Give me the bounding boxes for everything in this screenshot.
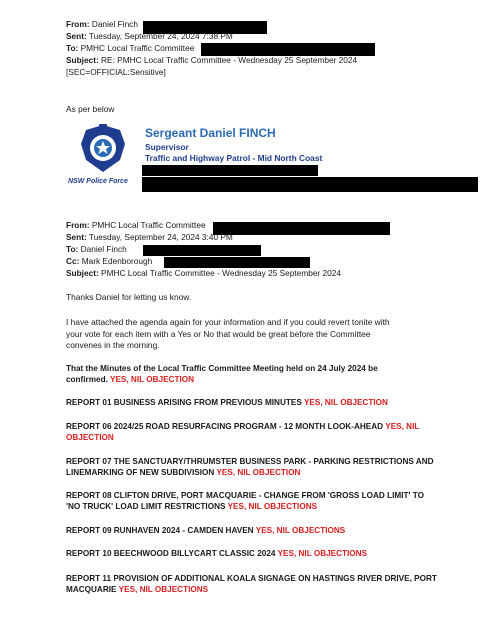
email2-greeting: Thanks Daniel for letting us know.: [66, 292, 192, 302]
agenda-item-minutes: That the Minutes of the Local Traffic Committee Meeting held on 24 July 2024 be confirmed. YES, NIL OBJECTION: [66, 364, 378, 385]
vote-label: OBJECTION: [66, 433, 114, 443]
agenda-item-report-10: REPORT 10 BEECHWOOD BILLYCART CLASSIC 2024 YES, NIL OBJECTIONS: [66, 549, 368, 558]
agenda-item-report-09: REPORT 09 RUNHAVEN 2024 - CAMDEN HAVEN YES, NIL OBJECTIONS: [66, 526, 346, 535]
signature-role: Supervisor: [145, 142, 189, 152]
vote-label: YES, NIL OBJECTIONS: [277, 549, 368, 558]
agenda-item-report-07: REPORT 07 THE SANCTUARY/THRUMSTER BUSINESS PARK - PARKING RESTRICTIONS AND LINEMARKING OF NEW SUBDIVISION YES, NIL OBJECTION: [66, 457, 434, 478]
email1-to: To: PMHC Local Traffic Committee: [66, 43, 195, 53]
email1-sent: Sent: Tuesday, September 24, 2024 7:38 PM: [66, 31, 233, 41]
agenda-item-report-11: REPORT 11 PROVISION OF ADDITIONAL KOALA SIGNAGE ON HASTINGS RIVER DRIVE, PORT MACQUARIE YES, NIL OBJECTIONS: [66, 574, 437, 595]
vote-label: YES, NIL OBJECTIONS: [255, 526, 346, 535]
vote-label: YES, NIL OBJECTION: [216, 468, 301, 478]
email1-from: From: Daniel Finch: [66, 19, 138, 29]
redaction-bar: [142, 177, 478, 192]
vote-label: YES, NIL OBJECTION: [303, 398, 388, 407]
agenda-item-report-06: REPORT 06 2024/25 ROAD RESURFACING PROGRAM - 12 MONTH LOOK-AHEAD YES, NIL OBJECTION: [66, 422, 420, 443]
nsw-police-logo: [68, 122, 132, 188]
email2-paragraph: I have attached the agenda again for your information and if you could revert tonite with your vote for each item with a Yes or No that would be great before the Committee convenes in the morning.: [66, 317, 390, 351]
email1-classification: [SEC=OFFICIAL:Sensitive]: [66, 67, 166, 77]
vote-label: YES, NIL: [385, 422, 420, 431]
email2-from: From: PMHC Local Traffic Committee: [66, 220, 206, 230]
redaction-bar: [213, 222, 390, 235]
redaction-bar: [164, 257, 310, 268]
vote-label: YES, NIL OBJECTION: [110, 375, 195, 385]
nsw-police-badge-icon: [74, 122, 132, 176]
email1-body: As per below: [66, 104, 115, 114]
logo-caption: NSW Police Force: [68, 178, 128, 185]
redaction-bar: [142, 165, 318, 176]
redaction-bar: [143, 245, 261, 256]
signature-unit: Traffic and Highway Patrol - Mid North Coast: [145, 153, 323, 163]
email2-sent: Sent: Tuesday, September 24, 2024 3:40 PM: [66, 232, 233, 242]
email2-cc: Cc: Mark Edenborough: [66, 256, 153, 266]
email2-to: To: Daniel Finch: [66, 244, 127, 254]
agenda-item-report-01: REPORT 01 BUSINESS ARISING FROM PREVIOUS MINUTES YES, NIL OBJECTION: [66, 398, 388, 407]
vote-label: YES, NIL OBJECTIONS: [118, 585, 209, 595]
vote-label: YES, NIL OBJECTIONS: [227, 502, 318, 512]
agenda-item-report-08: REPORT 08 CLIFTON DRIVE, PORT MACQUARIE - CHANGE FROM 'GROSS LOAD LIMIT' TO 'NO TRUCK' LOAD LIMIT RESTRICTIONS YES, NIL OBJECTIONS: [66, 491, 424, 512]
email2-subject: Subject: PMHC Local Traffic Committee - Wednesday 25 September 2024: [66, 268, 342, 278]
signature-name: Sergeant Daniel FINCH: [145, 126, 276, 140]
email1-subject: Subject: RE: PMHC Local Traffic Committee - Wednesday 25 September 2024: [66, 55, 358, 65]
